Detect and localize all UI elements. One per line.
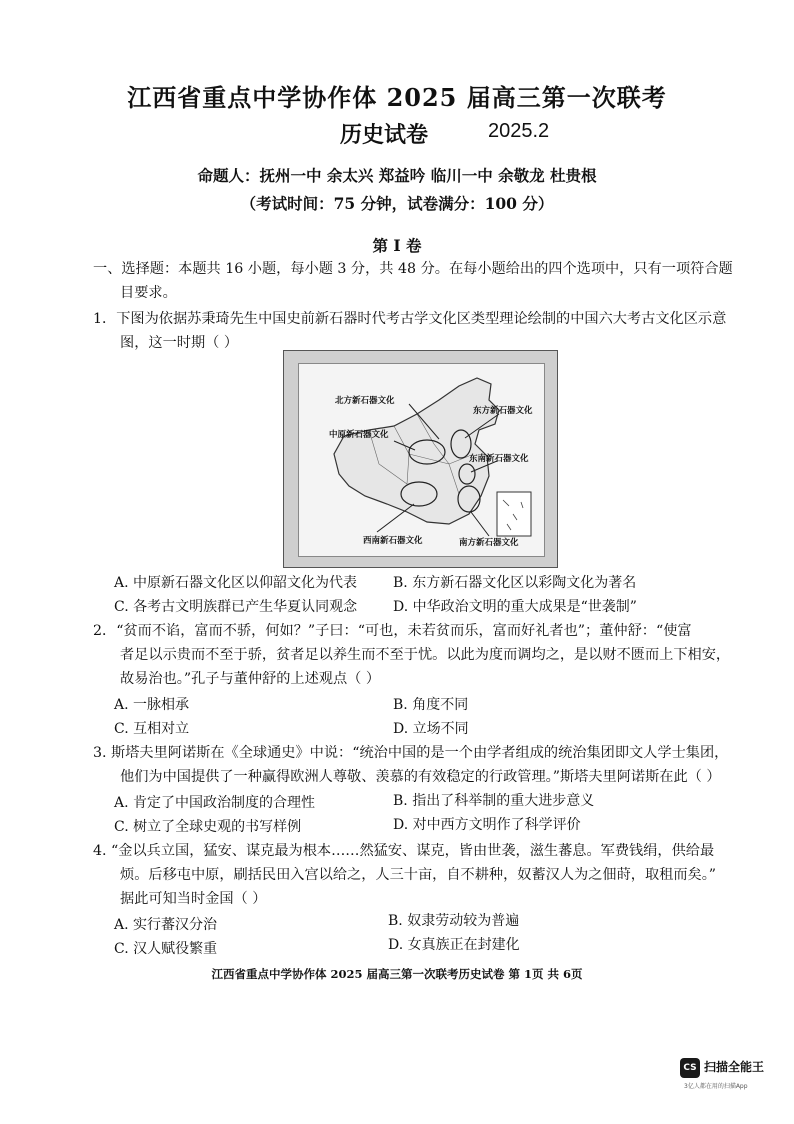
q4-option-c[interactable]: C. 汉人赋役繁重 bbox=[114, 941, 218, 957]
section-instruction-line2: 目要求。 bbox=[120, 285, 177, 301]
q3-option-c[interactable]: C. 树立了全球史观的书写样例 bbox=[114, 819, 302, 835]
volume-heading: 第 I 卷 bbox=[372, 236, 422, 255]
q2-stem-line2: 者足以示贵而不至于骄，贫者足以养生而不至于忧。以此为度而调均之，是以财不匮而上下相安， bbox=[120, 647, 731, 663]
q1-stem-line1: 1．下图为依据苏秉琦先生中国史前新石器时代考古学文化区类型理论绘制的中国六大考古文化区示意 bbox=[93, 311, 727, 327]
q4-stem-line2: 烦。后移屯中原，刷括民田入宫以给之，人三十亩，自不耕种，奴蓄汉人为之佃莳，取租而矣。” bbox=[120, 867, 717, 883]
q3-option-d[interactable]: D. 对中西方文明作了科学评价 bbox=[393, 817, 581, 833]
map-label-southeast: 东南新石器文化 bbox=[469, 454, 529, 464]
map-label-southwest: 西南新石器文化 bbox=[363, 536, 423, 546]
map-label-central: 中原新石器文化 bbox=[329, 430, 389, 440]
map-label-south: 南方新石器文化 bbox=[459, 538, 519, 548]
q1-map-figure bbox=[283, 350, 558, 568]
map-label-north: 北方新石器文化 bbox=[335, 396, 395, 406]
q2-option-c[interactable]: C. 互相对立 bbox=[114, 721, 190, 737]
exam-date: 2025.2 bbox=[488, 120, 550, 142]
section-instruction-line1: 一、选择题：本题共 16 小题，每小题 3 分，共 48 分。在每小题给出的四个选项中，只有一项符合题 bbox=[93, 261, 733, 277]
q3-stem-line1: 3. 斯塔夫里阿诺斯在《全球通史》中说：“统治中国的是一个由学者组成的统治集团即文人学士集团， bbox=[93, 745, 729, 761]
q4-stem-line1: 4. “金以兵立国，猛安、谋克最为根本……然猛安、谋克，皆由世袭，滋生蕃息。军费钱绢，供给最 bbox=[93, 843, 715, 859]
q4-stem-line3: 据此可知当时金国（ ） bbox=[120, 891, 267, 907]
q2-stem-line1: 2．“贫而不谄，富而不骄，何如？”子曰：“可也，未若贫而乐，富而好礼者也”；董仲舒：“使富 bbox=[93, 623, 692, 639]
exam-info: （考试时间：75 分钟，试卷满分：100 分） bbox=[240, 194, 554, 213]
q2-stem-line3: 故易治也。”孔子与董仲舒的上述观点（ ） bbox=[120, 671, 381, 687]
q3-option-a[interactable]: A. 肯定了中国政治制度的合理性 bbox=[114, 795, 316, 811]
q1-option-d[interactable]: D. 中华政治文明的重大成果是“世袭制” bbox=[393, 599, 637, 615]
q2-option-a[interactable]: A. 一脉相承 bbox=[114, 697, 190, 713]
page-footer: 江西省重点中学协作体 2025 届高三第一次联考历史试卷 第 1页 共 6页 bbox=[211, 967, 583, 981]
camscanner-slogan: 3亿人都在用的扫描App bbox=[684, 1083, 748, 1090]
exam-subtitle: 历史试卷 bbox=[340, 122, 429, 148]
q4-option-b[interactable]: B. 奴隶劳动较为普遍 bbox=[388, 913, 520, 929]
q1-option-c[interactable]: C. 各考古文明族群已产生华夏认同观念 bbox=[114, 599, 358, 615]
exam-title: 江西省重点中学协作体 2025 届高三第一次联考 bbox=[127, 83, 667, 112]
q1-stem-line2: 图，这一时期（ ） bbox=[120, 335, 239, 351]
camscanner-name: 扫描全能王 bbox=[704, 1060, 765, 1074]
china-map bbox=[298, 363, 545, 557]
q2-option-d[interactable]: D. 立场不同 bbox=[393, 721, 469, 737]
exam-authors: 命题人：抚州一中 余太兴 郑益吟 临川一中 余敬龙 杜贵根 bbox=[197, 166, 597, 185]
q1-option-b[interactable]: B. 东方新石器文化区以彩陶文化为著名 bbox=[393, 575, 637, 591]
q3-stem-line2: 他们为中国提供了一种赢得欧洲人尊敬、羡慕的有效稳定的行政管理。”斯塔夫里阿诺斯在此（ ） bbox=[120, 769, 721, 785]
q1-option-a[interactable]: A. 中原新石器文化区以仰韶文化为代表 bbox=[114, 575, 358, 591]
q3-option-b[interactable]: B. 指出了科举制的重大进步意义 bbox=[393, 793, 595, 809]
q4-option-d[interactable]: D. 女真族正在封建化 bbox=[388, 937, 520, 953]
q4-option-a[interactable]: A. 实行蕃汉分治 bbox=[114, 917, 218, 933]
camscanner-logo-icon: CS bbox=[680, 1058, 700, 1078]
q2-option-b[interactable]: B. 角度不同 bbox=[393, 697, 469, 713]
map-label-east: 东方新石器文化 bbox=[473, 406, 533, 416]
